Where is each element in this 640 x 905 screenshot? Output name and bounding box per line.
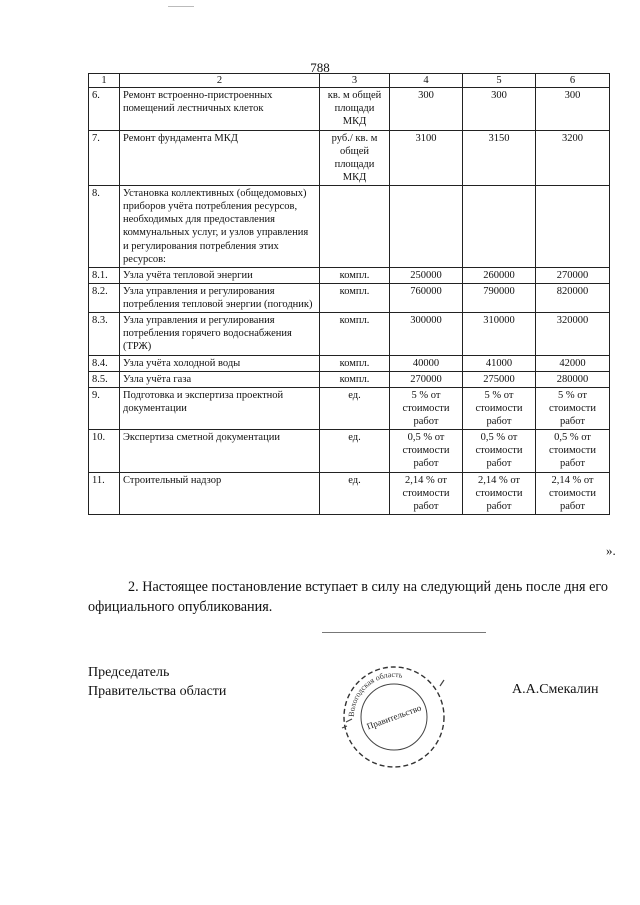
row-number: 6. (89, 88, 120, 130)
table-row (89, 267, 610, 283)
row-item-name: Узла учёта тепловой энергии (120, 267, 320, 283)
row-item-name: Экспертиза сметной документации (120, 430, 320, 472)
table-header-row (89, 74, 610, 88)
row-value-1: 270000 (390, 371, 463, 387)
row-unit: компл. (320, 283, 390, 312)
row-value-3: 2,14 % от стоимости работ (536, 472, 610, 514)
row-item-name: Установка коллективных (общедомовых) приборов учёта потребления ресурсов, необходимых для предоставления коммунальных услуг, и узлов управления и регулирования потребления этих ресурсов: (120, 186, 320, 268)
effective-clause: 2. Настоящее постановление вступает в силу на следующий день после дня его официального опубликования. (88, 579, 608, 615)
row-unit (320, 186, 390, 268)
page-number: 788 (310, 60, 330, 75)
row-unit: компл. (320, 355, 390, 371)
row-number: 10. (89, 430, 120, 472)
row-number: 7. (89, 130, 120, 186)
row-value-1 (390, 186, 463, 268)
row-number: 8. (89, 186, 120, 268)
row-value-1: 250000 (390, 267, 463, 283)
row-value-3: 270000 (536, 267, 610, 283)
row-value-1: 40000 (390, 355, 463, 371)
row-value-3: 0,5 % от стоимости работ (536, 430, 610, 472)
row-number: 8.4. (89, 355, 120, 371)
table-row (89, 355, 610, 371)
row-unit: ед. (320, 430, 390, 472)
signatory-name: А.А.Смекалин (512, 682, 599, 697)
row-unit: ед. (320, 387, 390, 429)
header-cell: 4 (390, 74, 463, 88)
table-row (89, 313, 610, 355)
signatory-title (88, 663, 226, 701)
row-value-1: 300000 (390, 313, 463, 355)
row-value-3: 5 % от стоимости работ (536, 387, 610, 429)
row-value-2: 260000 (463, 267, 536, 283)
row-value-2: 41000 (463, 355, 536, 371)
seal-center-text: Правительство (365, 702, 423, 732)
row-value-1: 0,5 % от стоимости работ (390, 430, 463, 472)
svg-text:Вологодская область (347, 670, 404, 717)
row-unit: компл. (320, 371, 390, 387)
row-value-2: 5 % от стоимости работ (463, 387, 536, 429)
row-item-name: Узла управления и регулирования потребления горячего водоснабжения (ТРЖ) (120, 313, 320, 355)
row-number: 8.1. (89, 267, 120, 283)
row-item-name: Ремонт встроенно-пристроенных помещений лестничных клеток (120, 88, 320, 130)
row-value-3: 280000 (536, 371, 610, 387)
signature-line (322, 632, 486, 633)
header-cell: 6 (536, 74, 610, 88)
row-value-3: 3200 (536, 130, 610, 186)
row-value-3: 42000 (536, 355, 610, 371)
row-unit: компл. (320, 313, 390, 355)
table-row (89, 430, 610, 472)
row-item-name: Подготовка и экспертиза проектной документации (120, 387, 320, 429)
row-value-3: 320000 (536, 313, 610, 355)
row-number: 8.3. (89, 313, 120, 355)
table-row (89, 130, 610, 186)
rates-table (88, 73, 610, 515)
table-row (89, 186, 610, 268)
row-number: 8.5. (89, 371, 120, 387)
row-unit: компл. (320, 267, 390, 283)
table-row (89, 371, 610, 387)
row-value-3: 300 (536, 88, 610, 130)
row-value-1: 760000 (390, 283, 463, 312)
header-cell: 5 (463, 74, 536, 88)
official-seal (338, 662, 450, 772)
table-row (89, 88, 610, 130)
row-item-name: Ремонт фундамента МКД (120, 130, 320, 186)
row-number: 8.2. (89, 283, 120, 312)
seal-ring-text: Вологодская область (346, 669, 404, 718)
header-cell: 3 (320, 74, 390, 88)
row-value-2: 275000 (463, 371, 536, 387)
row-value-3 (536, 186, 610, 268)
row-number: 9. (89, 387, 120, 429)
signatory-title-line2: Правительства области (88, 684, 227, 699)
row-item-name: Узла управления и регулирования потребления тепловой энергии (погодник) (120, 283, 320, 312)
scan-artifact (168, 6, 194, 7)
row-unit: руб./ кв. м общей площади МКД (320, 130, 390, 186)
closing-quote: ». (606, 543, 616, 558)
table-row (89, 387, 610, 429)
row-item-name: Узла учёта газа (120, 371, 320, 387)
row-value-1: 5 % от стоимости работ (390, 387, 463, 429)
row-value-2: 3150 (463, 130, 536, 186)
row-unit: ед. (320, 472, 390, 514)
row-value-2: 2,14 % от стоимости работ (463, 472, 536, 514)
row-value-3: 820000 (536, 283, 610, 312)
signatory-title-line1: Председатель (88, 665, 170, 680)
row-value-2: 300 (463, 88, 536, 130)
row-number: 11. (89, 472, 120, 514)
row-unit: кв. м общей площади МКД (320, 88, 390, 130)
row-value-2: 790000 (463, 283, 536, 312)
row-item-name: Узла учёта холодной воды (120, 355, 320, 371)
row-value-2: 310000 (463, 313, 536, 355)
row-value-1: 2,14 % от стоимости работ (390, 472, 463, 514)
row-value-1: 3100 (390, 130, 463, 186)
header-cell: 1 (89, 74, 120, 88)
row-item-name: Строительный надзор (120, 472, 320, 514)
row-value-2: 0,5 % от стоимости работ (463, 430, 536, 472)
row-value-2 (463, 186, 536, 268)
row-value-1: 300 (390, 88, 463, 130)
table-row (89, 283, 610, 312)
header-cell: 2 (120, 74, 320, 88)
table-row (89, 472, 610, 514)
